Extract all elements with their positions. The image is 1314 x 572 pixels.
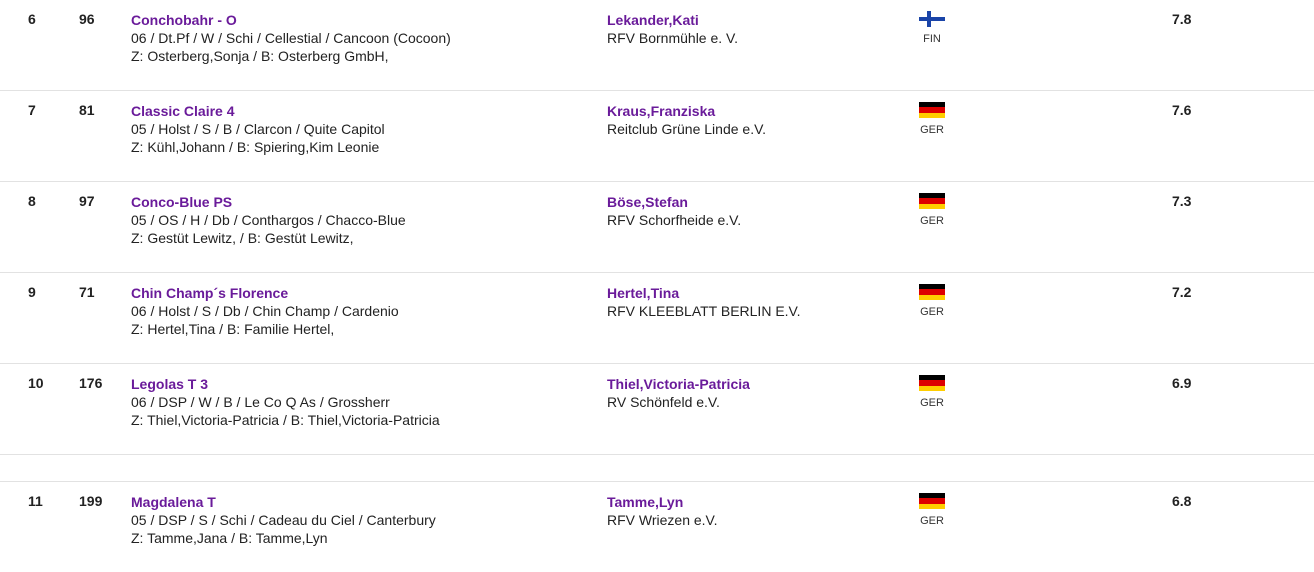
nation-cell xyxy=(918,284,946,318)
rider-name-link[interactable]: Lekander,Kati xyxy=(607,12,699,28)
horse-name-link[interactable]: Magdalena T xyxy=(131,494,216,510)
club-name: RFV Wriezen e.V. xyxy=(607,512,718,528)
club-name: RFV KLEEBLATT BERLIN E.V. xyxy=(607,303,801,319)
breeder-owner: Z: Thiel,Victoria-Patricia / B: Thiel,Victoria-Patricia xyxy=(131,412,440,428)
germany-flag-icon xyxy=(919,284,945,300)
rider-cell xyxy=(607,284,800,320)
start-number: 176 xyxy=(79,375,103,391)
start-number: 97 xyxy=(79,193,95,209)
rank: 11 xyxy=(28,493,43,509)
nation-cell xyxy=(918,11,946,45)
club-name: RFV Bornmühle e. V. xyxy=(607,30,738,46)
nation-cell xyxy=(918,102,946,136)
horse-name-link[interactable]: Classic Claire 4 xyxy=(131,103,235,119)
rank: 6 xyxy=(28,11,36,27)
club-name: Reitclub Grüne Linde e.V. xyxy=(607,121,767,137)
start-number: 96 xyxy=(79,11,95,27)
horse-cell xyxy=(131,493,436,547)
result-row xyxy=(0,482,1314,572)
rider-cell xyxy=(607,102,766,138)
germany-flag-icon xyxy=(919,102,945,118)
start-number: 81 xyxy=(79,102,95,118)
breeder-owner: Z: Osterberg,Sonja / B: Osterberg GmbH, xyxy=(131,48,389,64)
horse-cell xyxy=(131,284,399,338)
germany-flag-icon xyxy=(919,493,945,509)
club-name: RFV Schorfheide e.V. xyxy=(607,212,742,228)
rider-name-link[interactable]: Kraus,Franziska xyxy=(607,103,716,119)
start-number: 199 xyxy=(79,493,103,509)
result-row xyxy=(0,273,1314,364)
horse-name-link[interactable]: Legolas T 3 xyxy=(131,376,209,392)
score: 7.8 xyxy=(1172,11,1192,27)
horse-name-link[interactable]: Chin Champ´s Florence xyxy=(131,285,289,301)
horse-cell xyxy=(131,11,451,65)
rider-cell xyxy=(607,493,718,529)
result-row xyxy=(0,91,1314,182)
nation-code: GER xyxy=(920,215,944,227)
rider-cell xyxy=(607,375,750,411)
score: 6.8 xyxy=(1172,493,1192,509)
germany-flag-icon xyxy=(919,193,945,209)
score: 7.2 xyxy=(1172,284,1192,300)
horse-info: 06 / DSP / W / B / Le Co Q As / Grossherr xyxy=(131,394,390,410)
rank: 8 xyxy=(28,193,36,209)
horse-info: 05 / OS / H / Db / Conthargos / Chacco-Blue xyxy=(131,212,406,228)
germany-flag-icon xyxy=(919,375,945,391)
result-row xyxy=(0,364,1314,455)
horse-name-link[interactable]: Conco-Blue PS xyxy=(131,194,233,210)
horse-cell xyxy=(131,193,406,247)
nation-cell xyxy=(918,493,946,527)
horse-name-link[interactable]: Conchobahr - O xyxy=(131,12,237,28)
horse-info: 05 / Holst / S / B / Clarcon / Quite Capitol xyxy=(131,121,385,137)
breeder-owner: Z: Gestüt Lewitz, / B: Gestüt Lewitz, xyxy=(131,230,354,246)
rider-name-link[interactable]: Hertel,Tina xyxy=(607,285,680,301)
rider-cell xyxy=(607,193,741,229)
rank: 9 xyxy=(28,284,36,300)
horse-cell xyxy=(131,375,440,429)
result-row xyxy=(0,0,1314,91)
start-number: 71 xyxy=(79,284,95,300)
finland-flag-icon xyxy=(919,11,945,27)
rider-cell xyxy=(607,11,738,47)
horse-info: 06 / Holst / S / Db / Chin Champ / Cardenio xyxy=(131,303,399,319)
horse-info: 05 / DSP / S / Schi / Cadeau du Ciel / Canterbury xyxy=(131,512,436,528)
nation-code: GER xyxy=(920,306,944,318)
breeder-owner: Z: Hertel,Tina / B: Familie Hertel, xyxy=(131,321,335,337)
nation-code: FIN xyxy=(923,33,941,45)
rider-name-link[interactable]: Tamme,Lyn xyxy=(607,494,684,510)
rank: 10 xyxy=(28,375,44,391)
nation-cell xyxy=(918,193,946,227)
nation-cell xyxy=(918,375,946,409)
score: 6.9 xyxy=(1172,375,1192,391)
nation-code: GER xyxy=(920,124,944,136)
breeder-owner: Z: Kühl,Johann / B: Spiering,Kim Leonie xyxy=(131,139,380,155)
nation-code: GER xyxy=(920,515,944,527)
row-divider xyxy=(0,455,1314,482)
rank: 7 xyxy=(28,102,36,118)
rider-name-link[interactable]: Thiel,Victoria-Patricia xyxy=(607,376,750,392)
nation-code: GER xyxy=(920,397,944,409)
result-row xyxy=(0,182,1314,273)
horse-info: 06 / Dt.Pf / W / Schi / Cellestial / Cancoon (Cocoon) xyxy=(131,30,451,46)
score: 7.3 xyxy=(1172,193,1192,209)
club-name: RV Schönfeld e.V. xyxy=(607,394,720,410)
rider-name-link[interactable]: Böse,Stefan xyxy=(607,194,688,210)
horse-cell xyxy=(131,102,385,156)
breeder-owner: Z: Tamme,Jana / B: Tamme,Lyn xyxy=(131,530,328,546)
score: 7.6 xyxy=(1172,102,1192,118)
